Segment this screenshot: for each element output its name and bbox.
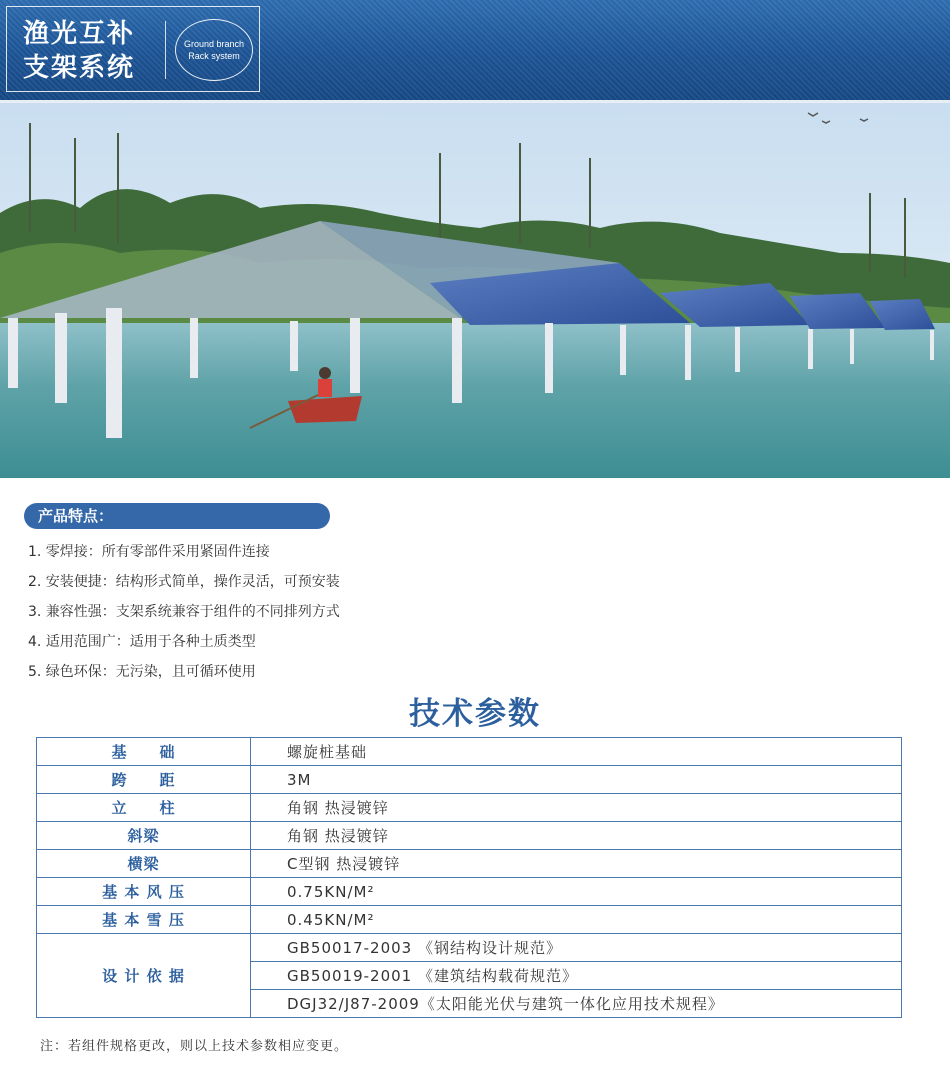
feature-item: 4. 适用范围广：适用于各种土质类型: [28, 634, 256, 650]
feature-item: 5. 绿色环保：无污染，且可循环使用: [28, 664, 256, 680]
features-heading: 产品特点：: [24, 503, 330, 529]
product-photo: [0, 103, 950, 478]
spec-label: 基 本 雪 压: [37, 906, 251, 934]
spec-value: GB50019-2001 《建筑结构载荷规范》: [251, 962, 902, 990]
spec-value: 0.45KN/M²: [251, 906, 902, 934]
spec-label: 跨 距: [37, 766, 251, 794]
table-row: [37, 878, 902, 906]
header-banner: [0, 0, 950, 103]
title-box: [6, 6, 260, 92]
spec-label: 斜梁: [37, 822, 251, 850]
spec-value: 螺旋桩基础: [251, 738, 902, 766]
spec-value: C型钢 热浸镀锌: [251, 850, 902, 878]
fishery-solar-illustration: [0, 103, 950, 478]
spec-value: DGJ32/J87-2009《太阳能光伏与建筑一体化应用技术规程》: [251, 990, 902, 1018]
table-row: [37, 906, 902, 934]
table-row: [37, 934, 902, 962]
spec-label: 基 础: [37, 738, 251, 766]
spec-label: 基 本 风 压: [37, 878, 251, 906]
feature-item: 2. 安装便捷：结构形式简单，操作灵活，可预安装: [28, 574, 340, 590]
spec-label: 设 计 依 据: [37, 934, 251, 1018]
table-row: [37, 794, 902, 822]
spec-value: 3M: [251, 766, 902, 794]
title-line-2: 支架系统: [23, 53, 136, 83]
footnote: 注：若组件规格更改，则以上技术参数相应变更。: [40, 1039, 349, 1054]
spec-table: [36, 737, 902, 1018]
english-title-line-2: Rack system: [188, 51, 240, 61]
spec-label: 横梁: [37, 850, 251, 878]
spec-value: 0.75KN/M²: [251, 878, 902, 906]
features-list: [28, 541, 340, 691]
spec-value: GB50017-2003 《钢结构设计规范》: [251, 934, 902, 962]
feature-item: 1. 零焊接：所有零部件采用紧固件连接: [28, 544, 270, 560]
table-row: [37, 766, 902, 794]
english-title-line-1: Ground branch: [183, 39, 245, 49]
table-row: [37, 738, 902, 766]
spec-label: 立 柱: [37, 794, 251, 822]
feature-item: 3. 兼容性强：支架系统兼容于组件的不同排列方式: [28, 604, 340, 620]
table-row: [37, 822, 902, 850]
product-title: [23, 17, 135, 85]
spec-value: 角钢 热浸镀锌: [251, 794, 902, 822]
spec-title: 技术参数: [409, 696, 541, 732]
english-title-badge: [175, 19, 253, 81]
spec-value: 角钢 热浸镀锌: [251, 822, 902, 850]
title-line-1: 渔光互补: [23, 19, 136, 49]
title-divider: [165, 21, 166, 79]
table-row: [37, 850, 902, 878]
